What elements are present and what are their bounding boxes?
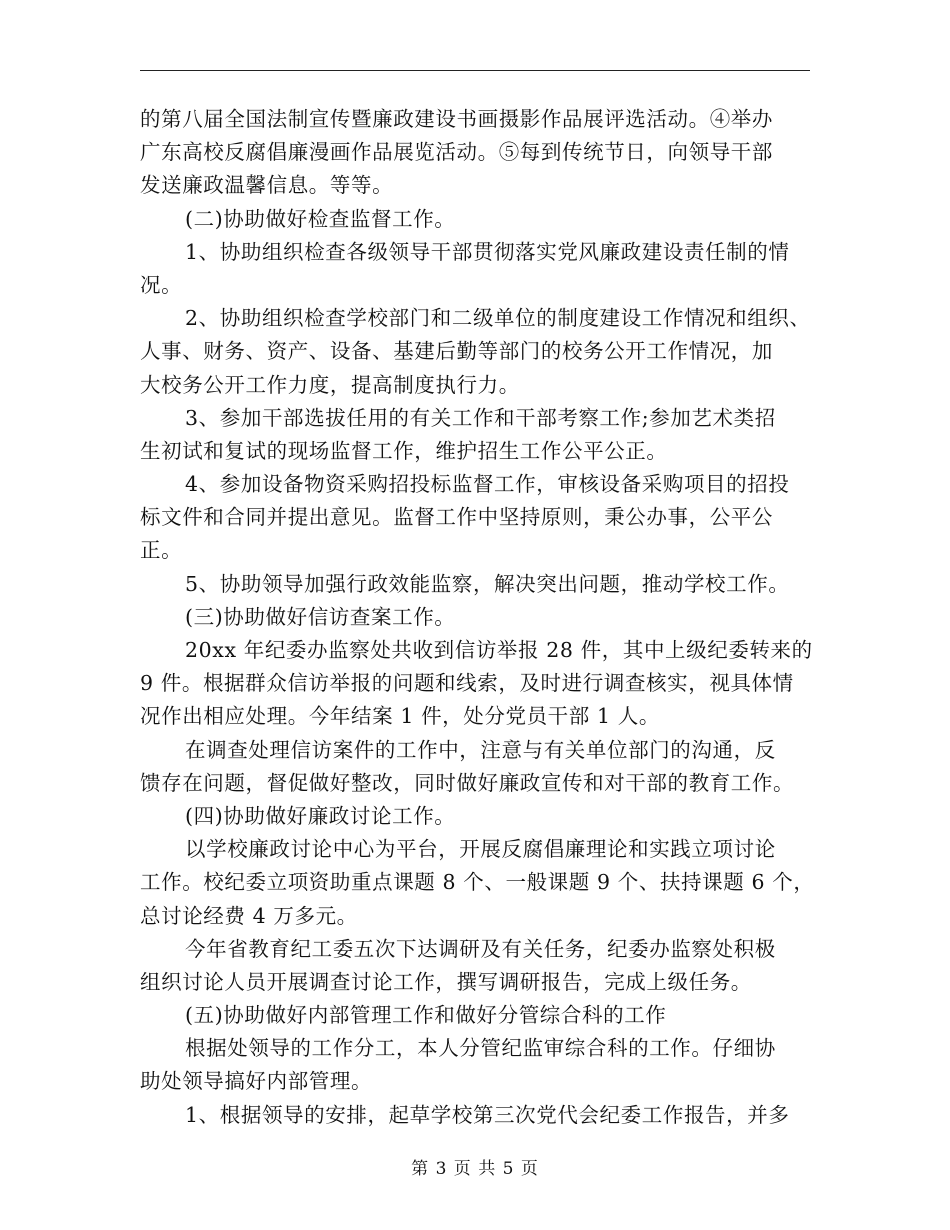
text-line: 况作出相应处理。今年结案 1 件，处分党员干部 1 人。	[140, 704, 660, 729]
text-line: 大校务公开工作力度，提高制度执行力。	[140, 372, 520, 397]
text-line: 况。	[140, 272, 183, 297]
text-line: 根据处领导的工作分工，本人分管纪监审综合科的工作。仔细协	[185, 1036, 776, 1061]
text-line: 生初试和复试的现场监督工作，维护招生工作公平公正。	[140, 438, 668, 463]
text-line: 今年省教育纪工委五次下达调研及有关任务，纪委办监察处积极	[185, 936, 776, 961]
text-line: 的第八届全国法制宣传暨廉政建设书画摄影作品展评选活动。④举办	[140, 107, 773, 131]
text-line: 标文件和合同并提出意见。监督工作中坚持原则，秉公办事，公平公	[140, 505, 773, 530]
text-line: (二)协助做好检查监督工作。	[185, 206, 456, 231]
text-line: (三)协助做好信访查案工作。	[185, 604, 456, 629]
text-line: 2、协助组织检查学校部门和二级单位的制度建设工作情况和组织、	[185, 306, 811, 331]
text-line: 1、根据领导的安排，起草学校第三次党代会纪委工作报告，并多	[185, 1102, 790, 1127]
text-line: 3、参加干部选拔任用的有关工作和干部考察工作;参加艺术类招	[185, 405, 776, 430]
text-line: 发送廉政温馨信息。等等。	[140, 173, 394, 198]
text-line: 正。	[140, 538, 183, 563]
text-line: 总讨论经费 4 万多元。	[140, 903, 358, 928]
text-line: (四)协助做好廉政讨论工作。	[185, 803, 456, 828]
text-line: 20xx 年纪委办监察处共收到信访举报 28 件，其中上级纪委转来的	[185, 638, 813, 662]
text-line: 1、协助组织检查各级领导干部贯彻落实党风廉政建设责任制的情	[185, 239, 790, 264]
page-footer: 第 3 页 共 5 页	[411, 1159, 539, 1179]
text-line: 广东高校反腐倡廉漫画作品展览活动。⑤每到传统节日，向领导干部	[140, 140, 773, 165]
text-line: 助处领导搞好内部管理。	[140, 1069, 373, 1094]
document-body	[140, 103, 820, 1132]
header-rule	[140, 70, 810, 71]
text-line: 组织讨论人员开展调查讨论工作，撰写调研报告，完成上级任务。	[140, 969, 752, 994]
text-line: 工作。校纪委立项资助重点课题 8 个、一般课题 9 个、扶持课题 6 个，	[140, 870, 815, 895]
text-line: (五)协助做好内部管理工作和做好分管综合科的工作	[185, 1003, 667, 1028]
text-line: 以学校廉政讨论中心为平台，开展反腐倡廉理论和实践立项讨论	[185, 837, 776, 862]
text-line: 5、协助领导加强行政效能监察，解决突出问题，推动学校工作。	[185, 571, 790, 596]
text-line: 9 件。根据群众信访举报的问题和线索，及时进行调查核实，视具体情	[140, 671, 794, 696]
text-line: 人事、财务、资产、设备、基建后勤等部门的校务公开工作情况，加	[140, 339, 773, 364]
text-line: 4、参加设备物资采购招投标监督工作，审核设备采购项目的招投	[185, 472, 790, 497]
text-line: 馈存在问题，督促做好整改，同时做好廉政宣传和对干部的教育工作。	[140, 770, 795, 795]
text-line: 在调查处理信访案件的工作中，注意与有关单位部门的沟通，反	[185, 737, 776, 762]
